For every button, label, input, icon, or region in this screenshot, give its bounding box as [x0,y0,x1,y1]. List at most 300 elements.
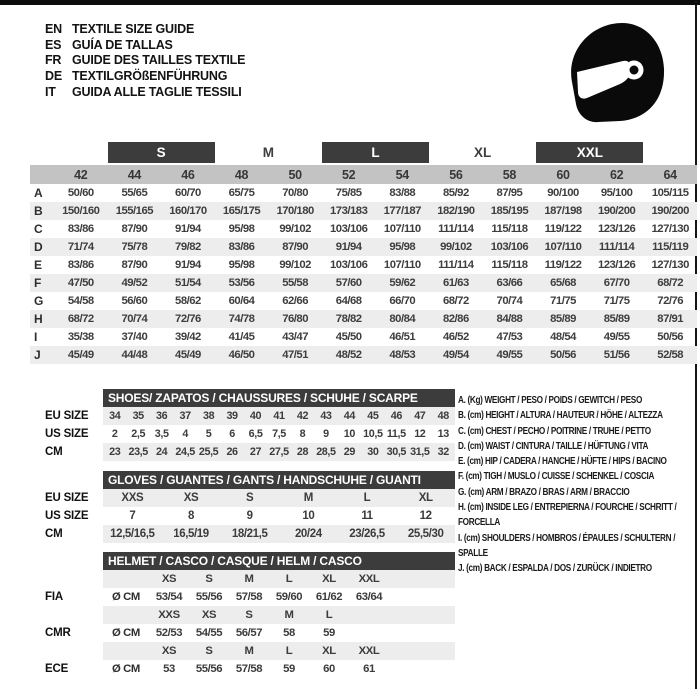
shoes-cell: 28 [296,446,309,458]
size-cell: 105/115 [651,187,689,199]
size-number-row [30,165,697,184]
size-cell: 70/74 [496,295,523,307]
size-column-42: 42 [74,167,88,182]
size-cell: 79/82 [175,241,201,253]
size-column-48: 48 [234,167,249,182]
shoes-cell: 11,5 [386,428,406,440]
size-cell: 41/45 [228,331,255,343]
shoes-cell: 24 [156,446,168,458]
size-cell: 61/63 [442,277,469,289]
helmet-cell: 59/60 [275,591,303,603]
gloves-cells [103,525,455,543]
size-cell: 46/51 [389,331,416,343]
helmet-cell: S [205,573,213,585]
shoes-cell: 47 [414,410,426,422]
size-group-l: L [322,142,429,163]
shoes-cells [103,443,455,461]
helmet-unit-cell: Ø CM [112,627,140,639]
language-code: IT [45,85,56,100]
size-cell: 170/180 [276,205,314,217]
size-column-52: 52 [342,167,356,182]
size-cell: 47/53 [496,331,523,343]
size-row-g [30,292,697,310]
size-cell: 177/187 [383,205,421,217]
shoes-cell: 12 [414,428,426,440]
size-cell: 63/66 [496,277,523,289]
size-cell: 71/75 [550,295,576,307]
shoes-cell: 13 [437,428,449,440]
shoes-cells [103,425,455,443]
shoes-cell: 45 [367,410,379,422]
size-cell: 65/68 [550,277,576,289]
gloves-cell: 7 [129,510,136,522]
shoes-row-label: EU SIZE [45,410,89,422]
size-cell: 57/60 [335,277,362,289]
size-row-f [30,274,697,292]
gloves-row [45,489,455,507]
shoes-cell: 36 [156,410,168,422]
row-letter: H [34,312,43,326]
shoes-cell: 23 [109,446,121,458]
size-cell: 47/51 [282,349,308,361]
size-cell: 56/60 [121,295,148,307]
helmet-cell: 60 [323,663,335,675]
row-letter: C [34,222,43,236]
size-cell: 87/90 [121,259,148,271]
size-cell: 75/85 [335,187,362,199]
helmet-row [45,606,455,624]
language-title-it [45,84,245,100]
size-cell: 119/122 [544,223,582,235]
helmet-cell: 59 [323,627,335,639]
size-cell: 49/55 [496,349,523,361]
size-cell: 68/72 [657,277,684,289]
size-column-44: 44 [127,167,142,182]
size-cell: 49/54 [442,349,469,361]
helmet-cells [103,606,455,624]
size-cell: 50/60 [67,187,94,199]
size-row-i [30,328,697,346]
size-cell: 49/52 [121,277,148,289]
helmet-cell: S [245,609,253,621]
language-label: GUÍA DE TALLAS [72,37,173,52]
size-group-m: M [262,145,274,160]
shoes-cell: 24,5 [175,446,195,458]
shoes-cell: 31,5 [410,446,430,458]
size-cell: 43/47 [282,331,308,343]
size-cell: 70/80 [282,187,308,199]
shoes-row-label: CM [45,446,63,458]
shoes-cell: 23,5 [128,446,148,458]
size-cell: 107/110 [544,241,582,253]
helmet-row-label: ECE [45,663,69,675]
language-title-en [45,21,245,37]
size-group-xl: XL [474,145,492,160]
size-cell: 37/40 [121,331,148,343]
size-cell: 53/56 [228,277,255,289]
helmet-cell: M [284,609,294,621]
helmet-row-label: CMR [45,627,71,639]
legend-item-g: G. (cm) ARM / BRAZO / BRAS / ARM / BRACCIO [458,486,630,498]
language-label: GUIDA ALLE TAGLIE TESSILI [72,85,242,100]
size-cell: 64/68 [335,295,362,307]
size-cell: 68/72 [442,295,469,307]
size-cell: 99/102 [279,259,311,271]
size-cell: 68/72 [67,313,94,325]
size-cell: 173/183 [330,205,368,217]
shoes-cell: 44 [343,410,355,422]
gloves-cell: S [246,492,254,504]
gloves-cells [103,489,455,507]
size-cell: 60/64 [228,295,255,307]
size-cell: 71/74 [67,241,94,253]
helmet-row [45,660,455,678]
shoes-cell: 6 [229,428,235,440]
helmet-row-label [45,642,103,660]
gloves-cell: 10 [302,510,315,522]
helmet-cell: 58 [283,627,295,639]
gloves-section-header: GLOVES / GUANTES / GANTS / HANDSCHUHE / GUANTI [103,471,455,489]
shoes-cell: 43 [320,410,332,422]
size-cell: 76/80 [282,313,308,325]
helmet-cell: XS [161,645,177,657]
size-cell: 107/110 [383,259,421,271]
shoes-cell: 41 [273,410,285,422]
size-cell: 65/75 [228,187,255,199]
size-row-j [30,346,697,364]
helmet-section-header: HELMET / CASCO / CASQUE / HELM / CASCO [103,552,455,570]
gloves-row [45,525,455,543]
shoes-cell: 42 [296,410,309,422]
shoes-cell: 2,5 [131,428,146,440]
language-title-list [45,21,245,100]
helmet-size-rows [45,570,455,678]
size-cell: 48/52 [335,349,362,361]
shoes-cell: 6,5 [248,428,263,440]
language-label: TEXTILE SIZE GUIDE [72,21,195,36]
helmet-row [45,570,455,588]
shoes-cell: 38 [202,410,215,422]
size-cell: 87/95 [496,187,523,199]
size-cell: 45/49 [175,349,201,361]
size-cell: 115/118 [491,259,528,271]
shoes-row [45,407,455,425]
size-cell: 165/175 [222,205,261,217]
shoes-row-label: US SIZE [45,428,89,440]
shoes-row [45,425,455,443]
helmet-cell: XXL [358,645,380,657]
shoes-cell: 5 [205,428,212,440]
size-cell: 87/90 [282,241,308,253]
shoes-cell: 34 [109,410,121,422]
legend-item-a: A. (Kg) WEIGHT / PESO / POIDS / GEWITCH / PESO [458,395,643,406]
size-cell: 58/62 [175,295,201,307]
helmet-cells [103,588,455,606]
size-cell: 83/86 [67,223,94,235]
size-cell: 44/48 [121,349,148,361]
size-cell: 83/86 [228,241,255,253]
size-row-a [30,184,697,202]
legend-item-c: C. (cm) CHEST / PECHO / POITRINE / TRUHE / PETTO [458,425,651,437]
size-column-54: 54 [395,167,409,182]
gloves-cell: 18/21,5 [231,528,268,540]
helmet-cell: M [244,645,254,657]
size-cell: 87/91 [657,313,684,325]
helmet-cell: L [325,609,333,621]
helmet-cell: XS [201,609,217,621]
gloves-cell: 12 [419,510,432,522]
helmet-cell: S [205,645,213,657]
size-cell: 127/130 [651,223,689,235]
size-cell: 45/50 [335,331,362,343]
size-cell: 72/76 [175,313,201,325]
size-cell: 95/100 [600,187,633,199]
shoes-cell: 8 [299,428,306,440]
size-cell: 72/76 [657,295,684,307]
helmet-cell: XS [161,573,177,585]
size-cell: 107/110 [383,223,421,235]
size-cell: 111/114 [438,223,474,235]
helmet-cell: 54/55 [195,627,223,639]
size-cell: 111/114 [438,259,474,271]
gloves-cell: 25,5/30 [407,528,444,540]
size-row-d [30,238,697,256]
size-cell: 51/56 [603,349,630,361]
size-cell: 111/114 [598,241,635,253]
size-cell: 91/94 [175,223,201,235]
legend-item-d: D. (cm) WAIST / CINTURA / TAILLE / HÜFTUNG / VITA [458,440,649,452]
size-cell: 182/190 [437,205,475,217]
shoes-cell: 2 [111,428,118,440]
size-column-64: 64 [663,167,677,182]
size-cell: 127/130 [651,259,689,271]
language-code: DE [45,69,62,84]
helmet-row [45,642,455,660]
row-letter: I [34,330,38,344]
gloves-cells [103,507,455,525]
helmet-cell: 61 [363,663,375,675]
gloves-cell: XS [183,492,199,504]
gloves-row-label: EU SIZE [45,492,89,504]
size-cell: 85/89 [603,313,630,325]
size-cell: 71/75 [603,295,630,307]
gloves-size-rows [45,489,455,543]
helmet-cell: XL [322,645,336,657]
legend-item-h: H. (cm) INSIDE LEG / ENTREPIERNA / FOURCHE / SCHRITT / FORCELLA [458,502,677,529]
size-cell: 78/82 [335,313,362,325]
size-cell: 62/66 [282,295,308,307]
size-cell: 50/56 [550,349,576,361]
size-cell: 90/100 [547,187,579,199]
size-cell: 85/92 [442,187,469,199]
helmet-cell: L [285,645,293,657]
textile-size-table [30,141,697,364]
size-cell: 190/200 [651,205,689,217]
shoes-section-header: SHOES/ ZAPATOS / CHAUSSURES / SCHUHE / SCARPE [103,389,455,407]
size-cell: 185/195 [490,205,529,217]
helmet-cell: 53/54 [155,591,183,603]
shoes-cell: 9 [323,428,329,440]
size-cell: 91/94 [335,241,362,253]
gloves-cell: 9 [246,510,253,522]
helmet-cell: 56/57 [235,627,263,639]
shoes-cell: 46 [390,410,402,422]
helmet-cells [103,624,455,642]
size-cell: 39/42 [175,331,201,343]
gloves-cell: 20/24 [294,528,322,540]
size-column-60: 60 [556,167,570,182]
shoes-cell: 28,5 [316,446,336,458]
row-letter: A [34,186,43,200]
shoes-cell: 30,5 [386,446,407,458]
shoes-cell: 29 [343,446,355,458]
gloves-cell: XL [418,492,433,504]
gloves-cell: XXS [121,492,144,504]
shoes-cell: 3,5 [154,428,169,440]
size-group-xxl: XXL [536,142,643,163]
racing-helmet-icon [568,20,668,124]
shoes-cell: 48 [437,410,449,422]
helmet-cell: 57/58 [235,663,263,675]
helmet-row-label [45,606,103,624]
size-cell: 80/84 [389,313,416,325]
size-group-s: S [108,142,215,163]
row-letter: E [34,258,43,272]
size-column-50: 50 [288,167,302,182]
language-label: TEXTILGRÖßENFÜHRUNG [72,69,228,84]
helmet-cell: 52/53 [155,627,183,639]
size-cell: 60/70 [175,187,201,199]
language-title-fr [45,53,245,69]
row-letter: F [34,276,42,290]
gloves-cell: 23/26,5 [349,528,385,540]
size-cell: 50/56 [657,331,684,343]
language-title-de [45,68,245,84]
gloves-cell: 12,5/16,5 [110,528,155,540]
gloves-cell: 11 [361,510,373,522]
legend-item-e: E. (cm) HIP / CADERA / HANCHE / HÜFTE / HIPS / BACINO [458,456,667,468]
shoes-cell: 4 [182,428,188,440]
shoes-cell: 30 [367,446,379,458]
shoes-cell: 32 [437,446,449,458]
shoes-cell: 37 [179,410,191,422]
size-cell: 85/89 [550,313,576,325]
size-cell: 95/98 [389,241,416,253]
row-letter: J [34,348,41,362]
row-letter: G [34,294,44,308]
shoes-cell: 40 [249,410,262,422]
shoes-cell: 10,5 [363,428,383,440]
size-cell: 46/50 [228,349,255,361]
helmet-cell: 55/56 [195,663,223,675]
size-table-body [30,184,697,364]
legend-item-f: F. (cm) TIGH / MUSLO / CUISSE / SCHENKEL / COSCIA [458,471,655,483]
size-cell: 48/54 [550,331,576,343]
helmet-cell: XXL [358,573,380,585]
size-cell: 155/165 [115,205,154,217]
helmet-cell: XXS [158,609,180,621]
size-cell: 187/198 [544,205,582,217]
size-cell: 82/86 [442,313,469,325]
shoes-size-rows [45,407,455,461]
size-cell: 103/106 [330,223,368,235]
size-cell: 59/62 [389,277,416,289]
shoes-cells [103,407,455,425]
gloves-cell: M [303,492,313,504]
size-column-46: 46 [181,167,195,182]
gloves-cell: L [363,492,371,504]
measurement-legend [458,393,689,577]
size-column-62: 62 [609,167,624,182]
gloves-cell: 16,5/19 [173,528,209,540]
helmet-row [45,624,455,642]
size-cell: 150/160 [62,205,100,217]
size-cell: 47/50 [67,277,94,289]
legend-item-i: I. (cm) SHOULDERS / HOMBROS / ÉPAULES / SCHULTERN / SPALLE [458,532,676,559]
size-cell: 99/102 [279,223,311,235]
size-column-56: 56 [449,167,463,182]
size-cell: 160/170 [169,205,207,217]
language-title-es [45,37,245,53]
size-cell: 55/58 [282,277,308,289]
row-letter: B [34,204,43,218]
size-cell: 35/38 [67,331,94,343]
shoes-cell: 27,5 [269,446,289,458]
size-row-b [30,202,697,220]
size-group-row [30,141,697,164]
size-cell: 55/65 [121,187,148,199]
size-row-c [30,220,697,238]
size-cell: 67/70 [603,277,630,289]
helmet-cell: XL [322,573,336,585]
shoes-cell: 27 [249,446,262,458]
helmet-cell: L [285,573,293,585]
gloves-row-label: US SIZE [45,510,89,522]
language-code: EN [45,21,62,36]
shoes-cell: 10 [343,428,355,440]
gloves-cell: 8 [187,510,194,522]
top-border-bar [0,0,700,5]
size-column-58: 58 [502,167,517,182]
size-cell: 99/102 [440,241,472,253]
size-cell: 52/58 [657,349,684,361]
helmet-cell: 61/62 [315,591,343,603]
size-cell: 115/118 [491,223,528,235]
language-code: ES [45,37,62,52]
size-cell: 123/126 [597,223,636,235]
helmet-unit-cell: Ø CM [112,663,140,675]
gloves-row [45,507,455,525]
size-cell: 190/200 [597,205,636,217]
shoes-cell: 35 [132,410,144,422]
helmet-cell: 63/64 [355,591,383,603]
shoes-cell: 7,5 [272,428,286,440]
size-cell: 45/49 [67,349,94,361]
size-cell: 48/53 [389,349,416,361]
helmet-cells [103,570,455,588]
size-cell: 87/90 [121,223,148,235]
gloves-row-label: CM [45,528,63,540]
helmet-row-label: FIA [45,591,63,603]
size-cell: 74/78 [228,313,255,325]
size-cell: 46/52 [442,331,469,343]
size-cell: 51/54 [175,277,201,289]
helmet-row [45,588,455,606]
legend-item-b: B. (cm) HEIGHT / ALTURA / HAUTEUR / HÖHE / ALTEZZA [458,410,663,422]
size-cell: 54/58 [67,295,94,307]
helmet-row-label [45,570,103,588]
size-cell: 95/98 [228,259,255,271]
